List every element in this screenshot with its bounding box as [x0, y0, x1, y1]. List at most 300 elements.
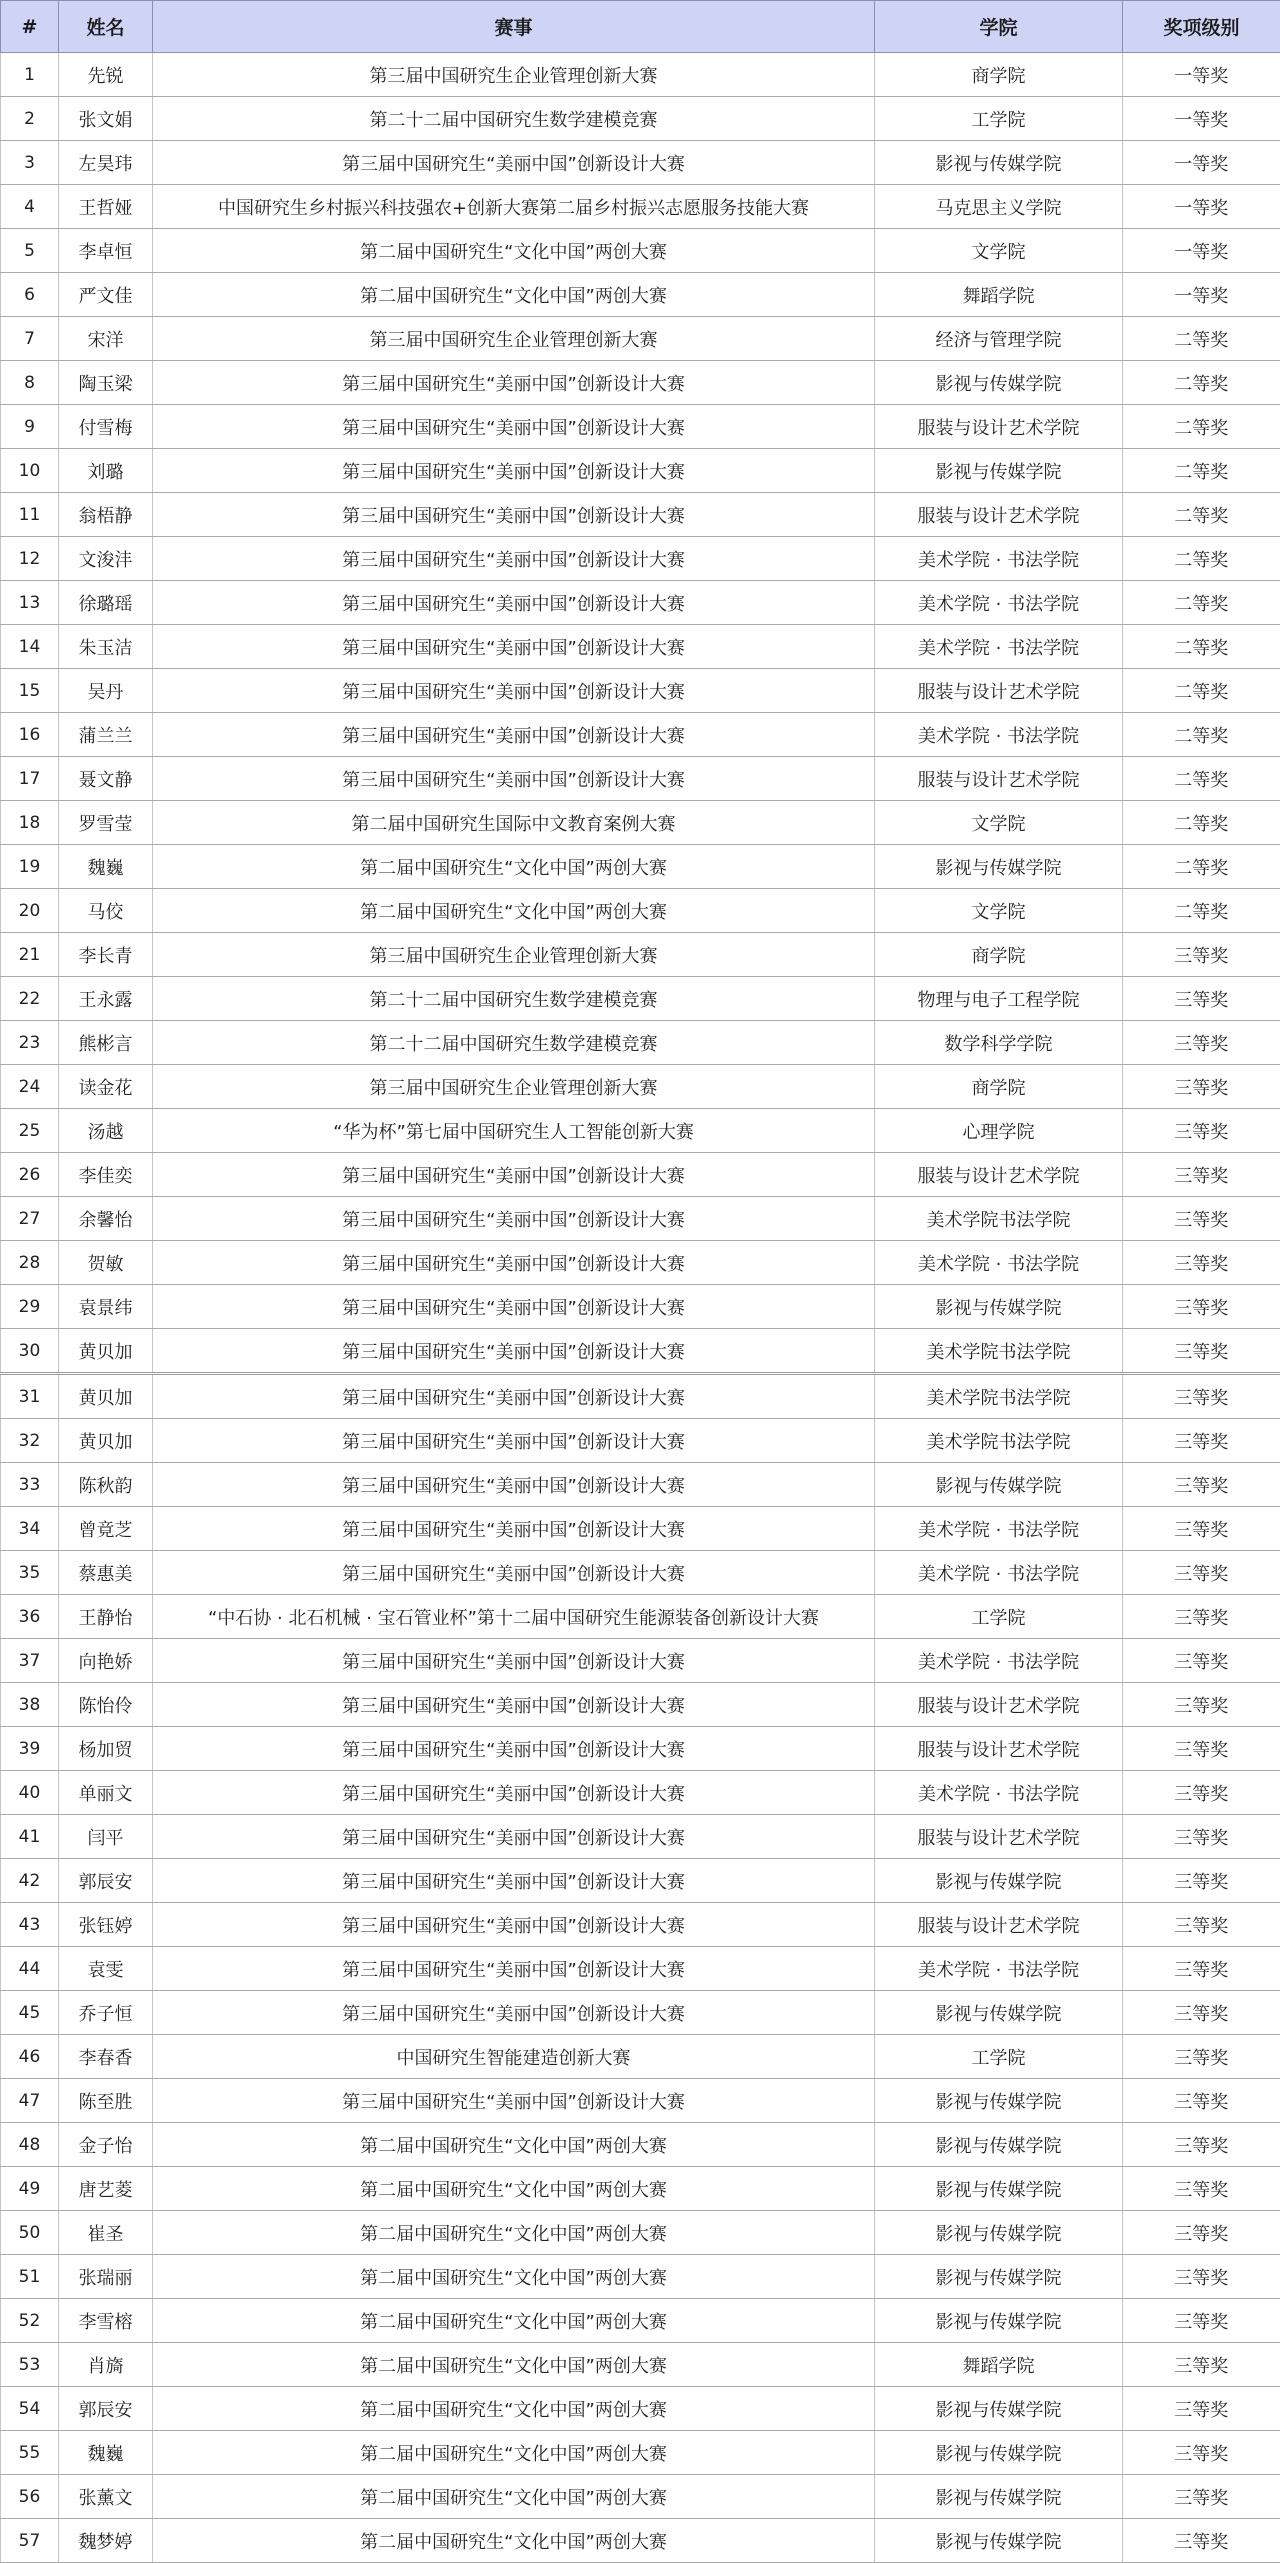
- cell-event: 第二十二届中国研究生数学建模竞赛: [153, 977, 875, 1021]
- cell-name: 王静怡: [59, 1595, 153, 1639]
- cell-event: 第二届中国研究生国际中文教育案例大赛: [153, 801, 875, 845]
- cell-award-level: 二等奖: [1123, 405, 1280, 449]
- cell-event: 第三届中国研究生“美丽中国”创新设计大赛: [153, 1639, 875, 1683]
- table-row: [1, 713, 1280, 757]
- cell-index: 40: [1, 1771, 59, 1815]
- cell-index: 11: [1, 493, 59, 537]
- cell-award-level: 三等奖: [1123, 2167, 1280, 2211]
- cell-index: 39: [1, 1727, 59, 1771]
- cell-index: 33: [1, 1463, 59, 1507]
- cell-college: 服装与设计艺术学院: [875, 405, 1123, 449]
- cell-index: 51: [1, 2255, 59, 2299]
- table-row: [1, 1991, 1280, 2035]
- cell-event: 第三届中国研究生“美丽中国”创新设计大赛: [153, 1771, 875, 1815]
- cell-index: 7: [1, 317, 59, 361]
- cell-name: 蒲兰兰: [59, 713, 153, 757]
- cell-name: 罗雪莹: [59, 801, 153, 845]
- cell-name: 文浚沣: [59, 537, 153, 581]
- cell-college: 影视与传媒学院: [875, 1859, 1123, 1903]
- cell-event: 第三届中国研究生企业管理创新大赛: [153, 1065, 875, 1109]
- cell-event: 第二届中国研究生“文化中国”两创大赛: [153, 2519, 875, 2563]
- cell-event: 第三届中国研究生“美丽中国”创新设计大赛: [153, 1507, 875, 1551]
- cell-college: 心理学院: [875, 1109, 1123, 1153]
- table-row: [1, 2519, 1280, 2563]
- cell-index: 19: [1, 845, 59, 889]
- cell-college: 商学院: [875, 53, 1123, 97]
- cell-award-level: 三等奖: [1123, 2387, 1280, 2431]
- cell-award-level: 三等奖: [1123, 2343, 1280, 2387]
- cell-event: 第三届中国研究生“美丽中国”创新设计大赛: [153, 361, 875, 405]
- cell-award-level: 三等奖: [1123, 1815, 1280, 1859]
- cell-event: 第三届中国研究生“美丽中国”创新设计大赛: [153, 141, 875, 185]
- cell-event: 第三届中国研究生企业管理创新大赛: [153, 317, 875, 361]
- cell-name: 李佳奕: [59, 1153, 153, 1197]
- cell-college: 影视与传媒学院: [875, 2123, 1123, 2167]
- cell-college: 服装与设计艺术学院: [875, 1727, 1123, 1771]
- table-row: [1, 2299, 1280, 2343]
- cell-event: 第二届中国研究生“文化中国”两创大赛: [153, 2343, 875, 2387]
- cell-name: 乔子恒: [59, 1991, 153, 2035]
- table-row: [1, 1021, 1280, 1065]
- cell-name: 杨加贸: [59, 1727, 153, 1771]
- cell-name: 陶玉梁: [59, 361, 153, 405]
- table-row: [1, 2079, 1280, 2123]
- cell-event: 第二届中国研究生“文化中国”两创大赛: [153, 2167, 875, 2211]
- cell-name: 郭辰安: [59, 2387, 153, 2431]
- cell-index: 17: [1, 757, 59, 801]
- cell-college: 影视与传媒学院: [875, 449, 1123, 493]
- cell-award-level: 一等奖: [1123, 273, 1280, 317]
- cell-award-level: 三等奖: [1123, 2035, 1280, 2079]
- table-header: [1, 1, 1280, 53]
- cell-event: 中国研究生乡村振兴科技强农+创新大赛第二届乡村振兴志愿服务技能大赛: [153, 185, 875, 229]
- cell-name: 单丽文: [59, 1771, 153, 1815]
- cell-name: 王哲娅: [59, 185, 153, 229]
- cell-college: 影视与传媒学院: [875, 845, 1123, 889]
- cell-award-level: 三等奖: [1123, 1683, 1280, 1727]
- cell-award-level: 三等奖: [1123, 1551, 1280, 1595]
- cell-event: 第二届中国研究生“文化中国”两创大赛: [153, 2387, 875, 2431]
- cell-index: 37: [1, 1639, 59, 1683]
- table-row: [1, 2431, 1280, 2475]
- cell-event: 第三届中国研究生“美丽中国”创新设计大赛: [153, 493, 875, 537]
- cell-name: 曾竟芝: [59, 1507, 153, 1551]
- cell-college: 影视与传媒学院: [875, 2167, 1123, 2211]
- cell-award-level: 一等奖: [1123, 97, 1280, 141]
- cell-index: 16: [1, 713, 59, 757]
- cell-college: 美术学院书法学院: [875, 1197, 1123, 1241]
- cell-name: 崔圣: [59, 2211, 153, 2255]
- cell-event: 第二届中国研究生“文化中国”两创大赛: [153, 2299, 875, 2343]
- cell-name: 张薰文: [59, 2475, 153, 2519]
- header-name: 姓名: [59, 1, 153, 53]
- cell-index: 57: [1, 2519, 59, 2563]
- cell-college: 服装与设计艺术学院: [875, 669, 1123, 713]
- cell-award-level: 三等奖: [1123, 1639, 1280, 1683]
- cell-event: 第三届中国研究生“美丽中国”创新设计大赛: [153, 1551, 875, 1595]
- cell-index: 13: [1, 581, 59, 625]
- cell-college: 影视与传媒学院: [875, 2299, 1123, 2343]
- cell-award-level: 三等奖: [1123, 1947, 1280, 1991]
- cell-name: 朱玉洁: [59, 625, 153, 669]
- table-row: [1, 2255, 1280, 2299]
- cell-index: 31: [1, 1374, 59, 1419]
- cell-award-level: 三等奖: [1123, 1771, 1280, 1815]
- table-row: [1, 1683, 1280, 1727]
- cell-college: 美术学院 · 书法学院: [875, 1947, 1123, 1991]
- cell-award-level: 一等奖: [1123, 53, 1280, 97]
- table-row: [1, 449, 1280, 493]
- cell-event: 第三届中国研究生“美丽中国”创新设计大赛: [153, 1463, 875, 1507]
- table-row: [1, 1241, 1280, 1285]
- cell-event: 第三届中国研究生“美丽中国”创新设计大赛: [153, 1859, 875, 1903]
- cell-index: 45: [1, 1991, 59, 2035]
- cell-event: 第二届中国研究生“文化中国”两创大赛: [153, 889, 875, 933]
- cell-name: 金子怡: [59, 2123, 153, 2167]
- cell-name: 先锐: [59, 53, 153, 97]
- cell-award-level: 三等奖: [1123, 1903, 1280, 1947]
- cell-index: 36: [1, 1595, 59, 1639]
- cell-index: 22: [1, 977, 59, 1021]
- cell-award-level: 一等奖: [1123, 141, 1280, 185]
- cell-index: 49: [1, 2167, 59, 2211]
- table-row: [1, 1374, 1280, 1419]
- cell-index: 41: [1, 1815, 59, 1859]
- cell-event: 第三届中国研究生“美丽中国”创新设计大赛: [153, 2079, 875, 2123]
- table-row: [1, 625, 1280, 669]
- cell-college: 影视与传媒学院: [875, 141, 1123, 185]
- cell-event: 第三届中国研究生“美丽中国”创新设计大赛: [153, 1947, 875, 1991]
- cell-name: 吴丹: [59, 669, 153, 713]
- cell-college: 舞蹈学院: [875, 2343, 1123, 2387]
- cell-index: 56: [1, 2475, 59, 2519]
- table-row: [1, 1551, 1280, 1595]
- cell-name: 李长青: [59, 933, 153, 977]
- table-row: [1, 141, 1280, 185]
- cell-award-level: 三等奖: [1123, 2211, 1280, 2255]
- header-index: #: [1, 1, 59, 53]
- cell-award-level: 三等奖: [1123, 1109, 1280, 1153]
- cell-event: 第二届中国研究生“文化中国”两创大赛: [153, 2431, 875, 2475]
- cell-college: 影视与传媒学院: [875, 361, 1123, 405]
- cell-index: 54: [1, 2387, 59, 2431]
- cell-event: 中国研究生智能建造创新大赛: [153, 2035, 875, 2079]
- cell-index: 52: [1, 2299, 59, 2343]
- cell-award-level: 二等奖: [1123, 361, 1280, 405]
- cell-college: 文学院: [875, 801, 1123, 845]
- cell-award-level: 三等奖: [1123, 1374, 1280, 1419]
- cell-college: 影视与传媒学院: [875, 1991, 1123, 2035]
- cell-event: 第二届中国研究生“文化中国”两创大赛: [153, 273, 875, 317]
- cell-index: 42: [1, 1859, 59, 1903]
- cell-event: 第三届中国研究生“美丽中国”创新设计大赛: [153, 1903, 875, 1947]
- cell-event: 第二届中国研究生“文化中国”两创大赛: [153, 229, 875, 273]
- cell-event: 第三届中国研究生“美丽中国”创新设计大赛: [153, 537, 875, 581]
- cell-index: 47: [1, 2079, 59, 2123]
- cell-name: 王永露: [59, 977, 153, 1021]
- cell-event: 第三届中国研究生“美丽中国”创新设计大赛: [153, 1197, 875, 1241]
- cell-index: 20: [1, 889, 59, 933]
- cell-award-level: 三等奖: [1123, 1065, 1280, 1109]
- table-row: [1, 1329, 1280, 1374]
- cell-award-level: 三等奖: [1123, 1021, 1280, 1065]
- cell-event: 第三届中国研究生“美丽中国”创新设计大赛: [153, 1815, 875, 1859]
- cell-award-level: 二等奖: [1123, 757, 1280, 801]
- cell-award-level: 三等奖: [1123, 2079, 1280, 2123]
- cell-college: 数学科学学院: [875, 1021, 1123, 1065]
- cell-event: “中石协 · 北石机械 · 宝石管业杯”第十二届中国研究生能源装备创新设计大赛: [153, 1595, 875, 1639]
- cell-college: 美术学院 · 书法学院: [875, 1771, 1123, 1815]
- cell-college: 影视与传媒学院: [875, 2519, 1123, 2563]
- table-row: [1, 2167, 1280, 2211]
- cell-index: 38: [1, 1683, 59, 1727]
- cell-award-level: 二等奖: [1123, 713, 1280, 757]
- cell-index: 5: [1, 229, 59, 273]
- cell-name: 魏梦婷: [59, 2519, 153, 2563]
- table-row: [1, 273, 1280, 317]
- cell-event: 第三届中国研究生“美丽中国”创新设计大赛: [153, 1991, 875, 2035]
- cell-event: 第三届中国研究生“美丽中国”创新设计大赛: [153, 1153, 875, 1197]
- cell-index: 1: [1, 53, 59, 97]
- cell-name: 黄贝加: [59, 1329, 153, 1374]
- table-row: [1, 933, 1280, 977]
- table-row: [1, 1727, 1280, 1771]
- cell-index: 30: [1, 1329, 59, 1374]
- table-row: [1, 1065, 1280, 1109]
- cell-college: 影视与传媒学院: [875, 2431, 1123, 2475]
- table-row: [1, 229, 1280, 273]
- cell-award-level: 三等奖: [1123, 2519, 1280, 2563]
- cell-index: 25: [1, 1109, 59, 1153]
- cell-college: 服装与设计艺术学院: [875, 1683, 1123, 1727]
- cell-name: 马佼: [59, 889, 153, 933]
- cell-award-level: 二等奖: [1123, 845, 1280, 889]
- cell-college: 美术学院 · 书法学院: [875, 1551, 1123, 1595]
- cell-college: 服装与设计艺术学院: [875, 757, 1123, 801]
- table-row: [1, 669, 1280, 713]
- cell-college: 经济与管理学院: [875, 317, 1123, 361]
- cell-award-level: 三等奖: [1123, 1197, 1280, 1241]
- cell-award-level: 三等奖: [1123, 1507, 1280, 1551]
- cell-index: 6: [1, 273, 59, 317]
- cell-index: 15: [1, 669, 59, 713]
- cell-event: 第二届中国研究生“文化中国”两创大赛: [153, 2475, 875, 2519]
- cell-award-level: 三等奖: [1123, 2255, 1280, 2299]
- cell-college: 美术学院 · 书法学院: [875, 1507, 1123, 1551]
- cell-index: 53: [1, 2343, 59, 2387]
- table-row: [1, 2211, 1280, 2255]
- cell-award-level: 二等奖: [1123, 625, 1280, 669]
- cell-name: 刘璐: [59, 449, 153, 493]
- table-row: [1, 405, 1280, 449]
- cell-name: 陈秋韵: [59, 1463, 153, 1507]
- table-row: [1, 889, 1280, 933]
- table-row: [1, 1419, 1280, 1463]
- cell-award-level: 三等奖: [1123, 977, 1280, 1021]
- cell-name: 蔡惠美: [59, 1551, 153, 1595]
- cell-index: 55: [1, 2431, 59, 2475]
- table-row: [1, 1771, 1280, 1815]
- cell-event: 第三届中国研究生“美丽中国”创新设计大赛: [153, 449, 875, 493]
- cell-index: 48: [1, 2123, 59, 2167]
- cell-index: 24: [1, 1065, 59, 1109]
- cell-award-level: 二等奖: [1123, 889, 1280, 933]
- cell-college: 影视与传媒学院: [875, 2211, 1123, 2255]
- cell-name: 宋洋: [59, 317, 153, 361]
- cell-college: 美术学院 · 书法学院: [875, 537, 1123, 581]
- cell-event: 第三届中国研究生“美丽中国”创新设计大赛: [153, 625, 875, 669]
- cell-event: 第三届中国研究生“美丽中国”创新设计大赛: [153, 1374, 875, 1419]
- cell-award-level: 三等奖: [1123, 1285, 1280, 1329]
- cell-name: 徐璐瑶: [59, 581, 153, 625]
- cell-name: 袁雯: [59, 1947, 153, 1991]
- table-row: [1, 1285, 1280, 1329]
- table-row: [1, 801, 1280, 845]
- table-row: [1, 2035, 1280, 2079]
- table-row: [1, 53, 1280, 97]
- cell-name: 黄贝加: [59, 1419, 153, 1463]
- table-row: [1, 493, 1280, 537]
- cell-name: 陈至胜: [59, 2079, 153, 2123]
- cell-index: 14: [1, 625, 59, 669]
- cell-name: 付雪梅: [59, 405, 153, 449]
- cell-college: 影视与传媒学院: [875, 1285, 1123, 1329]
- table-row: [1, 581, 1280, 625]
- cell-index: 9: [1, 405, 59, 449]
- cell-college: 影视与传媒学院: [875, 2387, 1123, 2431]
- cell-name: 郭辰安: [59, 1859, 153, 1903]
- cell-name: 余馨怡: [59, 1197, 153, 1241]
- cell-name: 张文娟: [59, 97, 153, 141]
- cell-event: 第三届中国研究生“美丽中国”创新设计大赛: [153, 757, 875, 801]
- table-row: [1, 977, 1280, 1021]
- cell-college: 商学院: [875, 1065, 1123, 1109]
- cell-index: 26: [1, 1153, 59, 1197]
- cell-college: 影视与传媒学院: [875, 2079, 1123, 2123]
- cell-name: 魏巍: [59, 2431, 153, 2475]
- cell-index: 32: [1, 1419, 59, 1463]
- cell-award-level: 二等奖: [1123, 669, 1280, 713]
- cell-name: 肖旖: [59, 2343, 153, 2387]
- table-row: [1, 1153, 1280, 1197]
- cell-event: 第三届中国研究生“美丽中国”创新设计大赛: [153, 1329, 875, 1374]
- cell-index: 10: [1, 449, 59, 493]
- cell-college: 文学院: [875, 889, 1123, 933]
- cell-college: 美术学院 · 书法学院: [875, 1241, 1123, 1285]
- cell-award-level: 三等奖: [1123, 1463, 1280, 1507]
- table-row: [1, 1947, 1280, 1991]
- cell-name: 李卓恒: [59, 229, 153, 273]
- cell-award-level: 二等奖: [1123, 317, 1280, 361]
- cell-index: 34: [1, 1507, 59, 1551]
- cell-college: 美术学院 · 书法学院: [875, 1639, 1123, 1683]
- cell-name: 向艳娇: [59, 1639, 153, 1683]
- cell-award-level: 三等奖: [1123, 1153, 1280, 1197]
- cell-college: 影视与传媒学院: [875, 2255, 1123, 2299]
- cell-name: 聂文静: [59, 757, 153, 801]
- cell-index: 27: [1, 1197, 59, 1241]
- cell-college: 美术学院书法学院: [875, 1419, 1123, 1463]
- cell-college: 影视与传媒学院: [875, 1463, 1123, 1507]
- cell-event: 第三届中国研究生“美丽中国”创新设计大赛: [153, 713, 875, 757]
- cell-index: 50: [1, 2211, 59, 2255]
- cell-award-level: 二等奖: [1123, 801, 1280, 845]
- header-row: [1, 1, 1280, 53]
- table-row: [1, 2475, 1280, 2519]
- cell-event: 第二十二届中国研究生数学建模竞赛: [153, 97, 875, 141]
- table-row: [1, 97, 1280, 141]
- cell-college: 马克思主义学院: [875, 185, 1123, 229]
- cell-college: 舞蹈学院: [875, 273, 1123, 317]
- cell-event: 第三届中国研究生“美丽中国”创新设计大赛: [153, 581, 875, 625]
- table-body: [1, 53, 1280, 2563]
- cell-college: 工学院: [875, 97, 1123, 141]
- cell-award-level: 二等奖: [1123, 493, 1280, 537]
- cell-college: 美术学院书法学院: [875, 1329, 1123, 1374]
- cell-award-level: 三等奖: [1123, 1329, 1280, 1374]
- cell-name: 李雪榕: [59, 2299, 153, 2343]
- cell-name: 魏巍: [59, 845, 153, 889]
- cell-college: 美术学院 · 书法学院: [875, 713, 1123, 757]
- cell-award-level: 二等奖: [1123, 581, 1280, 625]
- cell-index: 8: [1, 361, 59, 405]
- header-award-level: 奖项级别: [1123, 1, 1280, 53]
- cell-name: 袁景纬: [59, 1285, 153, 1329]
- cell-event: 第三届中国研究生“美丽中国”创新设计大赛: [153, 669, 875, 713]
- cell-index: 35: [1, 1551, 59, 1595]
- cell-award-level: 三等奖: [1123, 2475, 1280, 2519]
- table-row: [1, 2123, 1280, 2167]
- cell-name: 闫平: [59, 1815, 153, 1859]
- cell-name: 严文佳: [59, 273, 153, 317]
- header-college: 学院: [875, 1, 1123, 53]
- cell-award-level: 二等奖: [1123, 537, 1280, 581]
- table-row: [1, 537, 1280, 581]
- table-row: [1, 1109, 1280, 1153]
- table-row: [1, 845, 1280, 889]
- cell-college: 文学院: [875, 229, 1123, 273]
- cell-event: 第二届中国研究生“文化中国”两创大赛: [153, 2255, 875, 2299]
- cell-college: 商学院: [875, 933, 1123, 977]
- cell-college: 影视与传媒学院: [875, 2475, 1123, 2519]
- table-row: [1, 757, 1280, 801]
- table-row: [1, 1595, 1280, 1639]
- cell-name: 翁梧静: [59, 493, 153, 537]
- cell-index: 46: [1, 2035, 59, 2079]
- table-row: [1, 1197, 1280, 1241]
- cell-award-level: 三等奖: [1123, 933, 1280, 977]
- cell-index: 43: [1, 1903, 59, 1947]
- cell-index: 29: [1, 1285, 59, 1329]
- table-row: [1, 1859, 1280, 1903]
- header-event: 赛事: [153, 1, 875, 53]
- cell-award-level: 三等奖: [1123, 1595, 1280, 1639]
- cell-event: “华为杯”第七届中国研究生人工智能创新大赛: [153, 1109, 875, 1153]
- cell-award-level: 二等奖: [1123, 449, 1280, 493]
- cell-index: 28: [1, 1241, 59, 1285]
- table-row: [1, 2387, 1280, 2431]
- cell-name: 左昊玮: [59, 141, 153, 185]
- table-row: [1, 317, 1280, 361]
- cell-index: 44: [1, 1947, 59, 1991]
- cell-award-level: 一等奖: [1123, 185, 1280, 229]
- cell-college: 工学院: [875, 1595, 1123, 1639]
- cell-event: 第二届中国研究生“文化中国”两创大赛: [153, 2211, 875, 2255]
- cell-event: 第二届中国研究生“文化中国”两创大赛: [153, 2123, 875, 2167]
- cell-award-level: 三等奖: [1123, 1727, 1280, 1771]
- cell-name: 读金花: [59, 1065, 153, 1109]
- cell-event: 第三届中国研究生“美丽中国”创新设计大赛: [153, 1683, 875, 1727]
